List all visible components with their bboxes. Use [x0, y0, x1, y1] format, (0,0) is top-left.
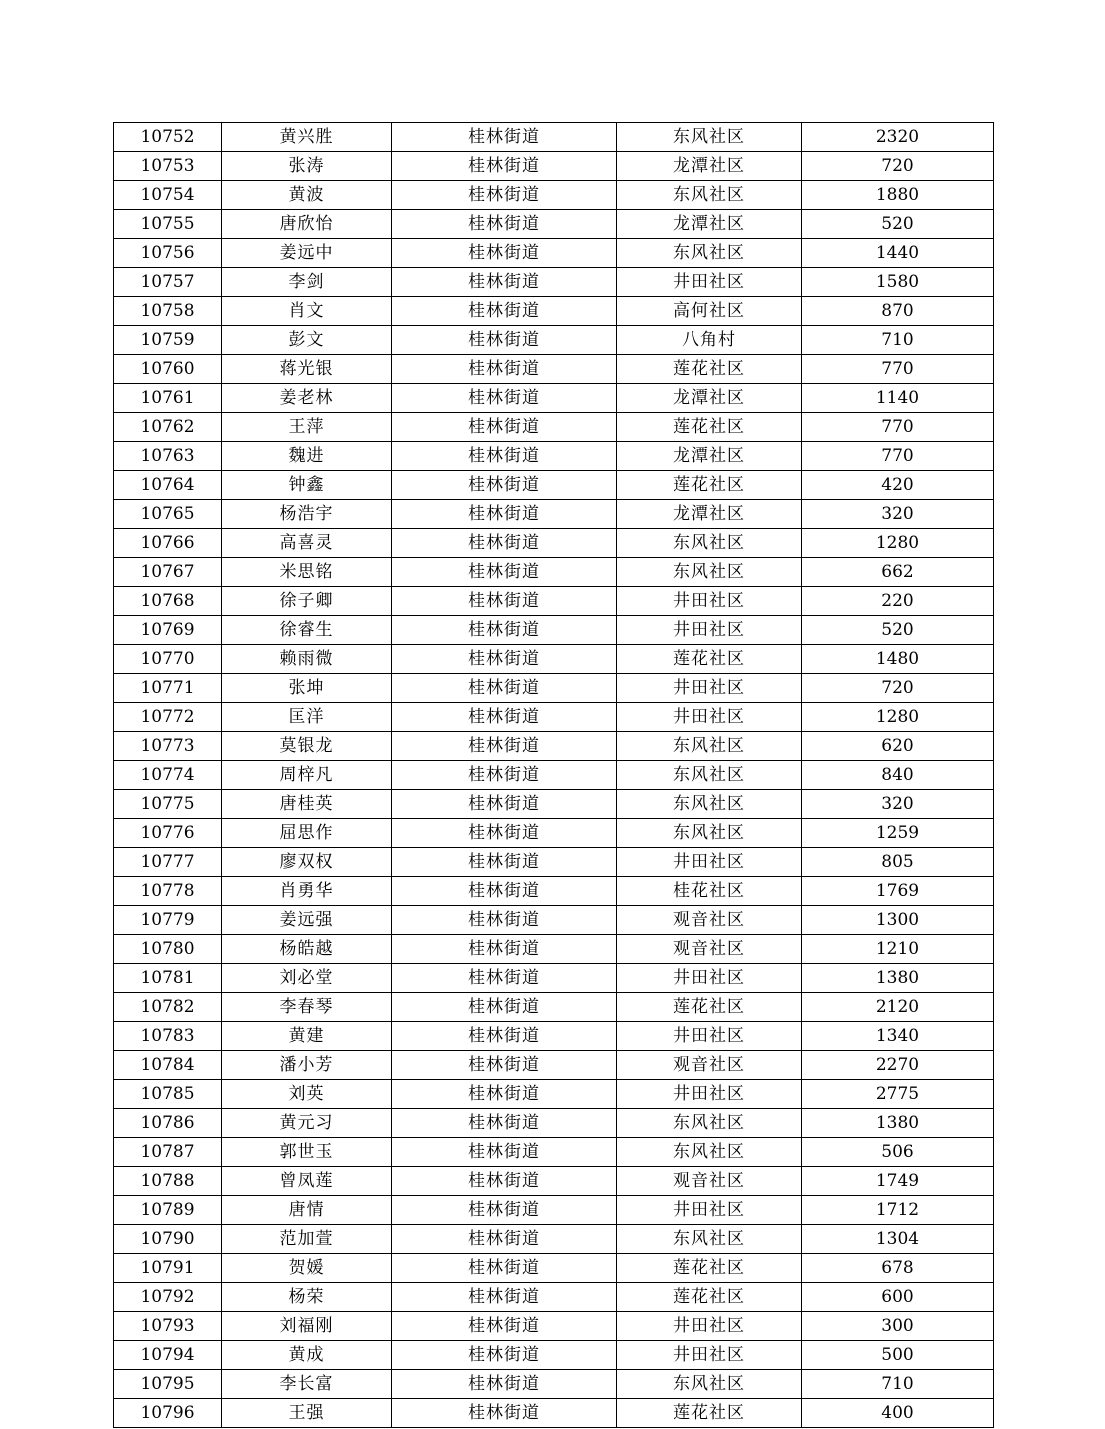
cell-name: 张坤 [222, 674, 392, 703]
cell-community: 东风社区 [617, 558, 802, 587]
data-table-container [113, 122, 993, 1428]
cell-id: 10761 [114, 384, 222, 413]
cell-name: 唐桂英 [222, 790, 392, 819]
cell-id: 10764 [114, 471, 222, 500]
cell-amount: 678 [802, 1254, 994, 1283]
cell-id: 10794 [114, 1341, 222, 1370]
cell-street: 桂林街道 [392, 1051, 617, 1080]
cell-name: 魏进 [222, 442, 392, 471]
cell-amount: 1480 [802, 645, 994, 674]
cell-community: 观音社区 [617, 935, 802, 964]
table-row [114, 674, 994, 703]
cell-name: 蒋光银 [222, 355, 392, 384]
cell-amount: 520 [802, 616, 994, 645]
cell-amount: 1280 [802, 703, 994, 732]
cell-id: 10757 [114, 268, 222, 297]
cell-id: 10753 [114, 152, 222, 181]
cell-street: 桂林街道 [392, 297, 617, 326]
table-row [114, 1312, 994, 1341]
cell-amount: 1749 [802, 1167, 994, 1196]
table-row [114, 1022, 994, 1051]
table-row [114, 1196, 994, 1225]
table-row [114, 384, 994, 413]
cell-community: 井田社区 [617, 1196, 802, 1225]
cell-amount: 1380 [802, 1109, 994, 1138]
cell-street: 桂林街道 [392, 529, 617, 558]
cell-street: 桂林街道 [392, 413, 617, 442]
cell-community: 东风社区 [617, 1109, 802, 1138]
cell-community: 莲花社区 [617, 1399, 802, 1428]
cell-community: 东风社区 [617, 732, 802, 761]
table-row [114, 1167, 994, 1196]
cell-street: 桂林街道 [392, 790, 617, 819]
table-row [114, 935, 994, 964]
cell-community: 观音社区 [617, 906, 802, 935]
cell-community: 高何社区 [617, 297, 802, 326]
cell-id: 10769 [114, 616, 222, 645]
table-row [114, 152, 994, 181]
cell-name: 徐子卿 [222, 587, 392, 616]
cell-id: 10775 [114, 790, 222, 819]
cell-street: 桂林街道 [392, 645, 617, 674]
table-row [114, 616, 994, 645]
cell-id: 10778 [114, 877, 222, 906]
cell-id: 10759 [114, 326, 222, 355]
cell-amount: 770 [802, 442, 994, 471]
cell-name: 米思铭 [222, 558, 392, 587]
cell-amount: 520 [802, 210, 994, 239]
cell-id: 10760 [114, 355, 222, 384]
cell-street: 桂林街道 [392, 616, 617, 645]
cell-community: 井田社区 [617, 268, 802, 297]
cell-street: 桂林街道 [392, 210, 617, 239]
table-row [114, 1225, 994, 1254]
cell-street: 桂林街道 [392, 819, 617, 848]
cell-street: 桂林街道 [392, 355, 617, 384]
cell-id: 10786 [114, 1109, 222, 1138]
cell-community: 八角村 [617, 326, 802, 355]
cell-street: 桂林街道 [392, 1283, 617, 1312]
cell-name: 黄建 [222, 1022, 392, 1051]
cell-street: 桂林街道 [392, 1225, 617, 1254]
table-row [114, 326, 994, 355]
cell-name: 赖雨微 [222, 645, 392, 674]
cell-id: 10785 [114, 1080, 222, 1109]
cell-community: 东风社区 [617, 1138, 802, 1167]
cell-id: 10771 [114, 674, 222, 703]
cell-community: 龙潭社区 [617, 384, 802, 413]
table-row [114, 761, 994, 790]
table-row [114, 906, 994, 935]
cell-amount: 1440 [802, 239, 994, 268]
cell-name: 张涛 [222, 152, 392, 181]
table-row [114, 1283, 994, 1312]
cell-community: 井田社区 [617, 964, 802, 993]
cell-amount: 220 [802, 587, 994, 616]
cell-amount: 500 [802, 1341, 994, 1370]
table-row [114, 181, 994, 210]
cell-name: 郭世玉 [222, 1138, 392, 1167]
cell-name: 黄兴胜 [222, 123, 392, 152]
cell-name: 杨荣 [222, 1283, 392, 1312]
table-row [114, 1138, 994, 1167]
cell-community: 观音社区 [617, 1167, 802, 1196]
cell-amount: 870 [802, 297, 994, 326]
cell-community: 东风社区 [617, 761, 802, 790]
cell-street: 桂林街道 [392, 761, 617, 790]
cell-amount: 840 [802, 761, 994, 790]
cell-street: 桂林街道 [392, 326, 617, 355]
cell-name: 周梓凡 [222, 761, 392, 790]
cell-name: 匡洋 [222, 703, 392, 732]
cell-amount: 1769 [802, 877, 994, 906]
table-row [114, 1051, 994, 1080]
cell-street: 桂林街道 [392, 239, 617, 268]
cell-street: 桂林街道 [392, 1022, 617, 1051]
cell-name: 刘英 [222, 1080, 392, 1109]
cell-street: 桂林街道 [392, 906, 617, 935]
cell-street: 桂林街道 [392, 384, 617, 413]
cell-name: 王强 [222, 1399, 392, 1428]
cell-name: 黄元习 [222, 1109, 392, 1138]
cell-community: 井田社区 [617, 1022, 802, 1051]
cell-street: 桂林街道 [392, 674, 617, 703]
cell-street: 桂林街道 [392, 587, 617, 616]
cell-amount: 1380 [802, 964, 994, 993]
cell-street: 桂林街道 [392, 1080, 617, 1109]
cell-amount: 1259 [802, 819, 994, 848]
cell-street: 桂林街道 [392, 964, 617, 993]
cell-community: 龙潭社区 [617, 210, 802, 239]
cell-community: 莲花社区 [617, 355, 802, 384]
cell-amount: 1580 [802, 268, 994, 297]
table-row [114, 413, 994, 442]
table-row [114, 355, 994, 384]
cell-id: 10770 [114, 645, 222, 674]
cell-id: 10784 [114, 1051, 222, 1080]
cell-amount: 1140 [802, 384, 994, 413]
cell-id: 10755 [114, 210, 222, 239]
cell-community: 龙潭社区 [617, 500, 802, 529]
cell-street: 桂林街道 [392, 442, 617, 471]
cell-name: 李长富 [222, 1370, 392, 1399]
cell-street: 桂林街道 [392, 558, 617, 587]
cell-name: 唐情 [222, 1196, 392, 1225]
cell-amount: 805 [802, 848, 994, 877]
table-row [114, 529, 994, 558]
cell-name: 彭文 [222, 326, 392, 355]
cell-community: 井田社区 [617, 587, 802, 616]
cell-id: 10774 [114, 761, 222, 790]
cell-amount: 720 [802, 152, 994, 181]
table-row [114, 558, 994, 587]
cell-community: 东风社区 [617, 1370, 802, 1399]
table-row [114, 1341, 994, 1370]
cell-amount: 506 [802, 1138, 994, 1167]
cell-amount: 300 [802, 1312, 994, 1341]
cell-community: 井田社区 [617, 703, 802, 732]
table-row [114, 964, 994, 993]
cell-name: 黄波 [222, 181, 392, 210]
cell-name: 李春琴 [222, 993, 392, 1022]
cell-community: 莲花社区 [617, 1283, 802, 1312]
cell-community: 龙潭社区 [617, 152, 802, 181]
table-row [114, 268, 994, 297]
cell-street: 桂林街道 [392, 732, 617, 761]
cell-id: 10766 [114, 529, 222, 558]
table-row [114, 993, 994, 1022]
cell-community: 观音社区 [617, 1051, 802, 1080]
cell-name: 曾凤莲 [222, 1167, 392, 1196]
cell-community: 莲花社区 [617, 993, 802, 1022]
cell-name: 刘福刚 [222, 1312, 392, 1341]
cell-id: 10768 [114, 587, 222, 616]
table-row [114, 1109, 994, 1138]
cell-amount: 710 [802, 1370, 994, 1399]
cell-name: 潘小芳 [222, 1051, 392, 1080]
cell-id: 10796 [114, 1399, 222, 1428]
cell-street: 桂林街道 [392, 1196, 617, 1225]
cell-street: 桂林街道 [392, 877, 617, 906]
cell-amount: 320 [802, 500, 994, 529]
table-row [114, 703, 994, 732]
cell-id: 10776 [114, 819, 222, 848]
cell-amount: 720 [802, 674, 994, 703]
cell-id: 10763 [114, 442, 222, 471]
cell-id: 10793 [114, 1312, 222, 1341]
cell-name: 徐睿生 [222, 616, 392, 645]
cell-community: 莲花社区 [617, 413, 802, 442]
table-row [114, 645, 994, 674]
cell-community: 井田社区 [617, 848, 802, 877]
cell-id: 10772 [114, 703, 222, 732]
cell-amount: 1300 [802, 906, 994, 935]
cell-street: 桂林街道 [392, 471, 617, 500]
table-row [114, 500, 994, 529]
cell-amount: 600 [802, 1283, 994, 1312]
table-row [114, 587, 994, 616]
cell-id: 10758 [114, 297, 222, 326]
table-row [114, 1254, 994, 1283]
cell-amount: 320 [802, 790, 994, 819]
cell-id: 10787 [114, 1138, 222, 1167]
cell-id: 10777 [114, 848, 222, 877]
cell-amount: 770 [802, 355, 994, 384]
cell-name: 范加萱 [222, 1225, 392, 1254]
cell-id: 10779 [114, 906, 222, 935]
cell-amount: 1210 [802, 935, 994, 964]
cell-id: 10783 [114, 1022, 222, 1051]
cell-amount: 1280 [802, 529, 994, 558]
cell-name: 杨皓越 [222, 935, 392, 964]
table-row [114, 1399, 994, 1428]
cell-amount: 2320 [802, 123, 994, 152]
cell-id: 10781 [114, 964, 222, 993]
cell-street: 桂林街道 [392, 848, 617, 877]
cell-amount: 1712 [802, 1196, 994, 1225]
cell-street: 桂林街道 [392, 181, 617, 210]
cell-amount: 662 [802, 558, 994, 587]
cell-amount: 620 [802, 732, 994, 761]
cell-amount: 420 [802, 471, 994, 500]
cell-name: 刘必堂 [222, 964, 392, 993]
cell-id: 10773 [114, 732, 222, 761]
cell-id: 10762 [114, 413, 222, 442]
cell-amount: 2775 [802, 1080, 994, 1109]
cell-amount: 1340 [802, 1022, 994, 1051]
cell-amount: 770 [802, 413, 994, 442]
cell-amount: 400 [802, 1399, 994, 1428]
cell-id: 10767 [114, 558, 222, 587]
cell-street: 桂林街道 [392, 1254, 617, 1283]
cell-community: 东风社区 [617, 819, 802, 848]
table-row [114, 1080, 994, 1109]
table-row [114, 442, 994, 471]
cell-street: 桂林街道 [392, 1399, 617, 1428]
cell-community: 东风社区 [617, 239, 802, 268]
cell-street: 桂林街道 [392, 152, 617, 181]
cell-street: 桂林街道 [392, 935, 617, 964]
table-row [114, 210, 994, 239]
cell-id: 10752 [114, 123, 222, 152]
cell-street: 桂林街道 [392, 268, 617, 297]
cell-name: 肖勇华 [222, 877, 392, 906]
table-row [114, 877, 994, 906]
table-row [114, 819, 994, 848]
cell-name: 高喜灵 [222, 529, 392, 558]
cell-id: 10788 [114, 1167, 222, 1196]
cell-community: 莲花社区 [617, 471, 802, 500]
cell-name: 黄成 [222, 1341, 392, 1370]
cell-amount: 2270 [802, 1051, 994, 1080]
cell-name: 王萍 [222, 413, 392, 442]
cell-name: 贺媛 [222, 1254, 392, 1283]
cell-name: 钟鑫 [222, 471, 392, 500]
cell-community: 井田社区 [617, 1080, 802, 1109]
table-row [114, 297, 994, 326]
table-row [114, 790, 994, 819]
cell-amount: 710 [802, 326, 994, 355]
cell-amount: 1304 [802, 1225, 994, 1254]
cell-name: 姜老林 [222, 384, 392, 413]
cell-street: 桂林街道 [392, 500, 617, 529]
cell-community: 井田社区 [617, 616, 802, 645]
cell-id: 10792 [114, 1283, 222, 1312]
cell-id: 10791 [114, 1254, 222, 1283]
cell-community: 井田社区 [617, 1312, 802, 1341]
cell-name: 廖双权 [222, 848, 392, 877]
cell-community: 井田社区 [617, 1341, 802, 1370]
cell-id: 10780 [114, 935, 222, 964]
table-row [114, 239, 994, 268]
table-body [114, 123, 994, 1428]
table-row [114, 123, 994, 152]
cell-name: 屈思作 [222, 819, 392, 848]
cell-name: 唐欣怡 [222, 210, 392, 239]
table-row [114, 732, 994, 761]
cell-id: 10795 [114, 1370, 222, 1399]
cell-id: 10754 [114, 181, 222, 210]
table-row [114, 1370, 994, 1399]
cell-community: 龙潭社区 [617, 442, 802, 471]
cell-community: 东风社区 [617, 123, 802, 152]
cell-id: 10765 [114, 500, 222, 529]
cell-street: 桂林街道 [392, 993, 617, 1022]
cell-street: 桂林街道 [392, 1370, 617, 1399]
cell-street: 桂林街道 [392, 1312, 617, 1341]
cell-name: 杨浩宇 [222, 500, 392, 529]
cell-street: 桂林街道 [392, 703, 617, 732]
cell-community: 东风社区 [617, 181, 802, 210]
cell-street: 桂林街道 [392, 1109, 617, 1138]
cell-community: 井田社区 [617, 674, 802, 703]
table-row [114, 848, 994, 877]
table-row [114, 471, 994, 500]
cell-name: 莫银龙 [222, 732, 392, 761]
cell-street: 桂林街道 [392, 123, 617, 152]
cell-street: 桂林街道 [392, 1167, 617, 1196]
cell-name: 姜远强 [222, 906, 392, 935]
cell-community: 东风社区 [617, 529, 802, 558]
records-table [113, 122, 994, 1428]
cell-community: 莲花社区 [617, 645, 802, 674]
cell-id: 10782 [114, 993, 222, 1022]
cell-community: 东风社区 [617, 790, 802, 819]
cell-street: 桂林街道 [392, 1341, 617, 1370]
cell-amount: 1880 [802, 181, 994, 210]
cell-name: 肖文 [222, 297, 392, 326]
cell-id: 10789 [114, 1196, 222, 1225]
cell-community: 桂花社区 [617, 877, 802, 906]
cell-community: 东风社区 [617, 1225, 802, 1254]
cell-community: 莲花社区 [617, 1254, 802, 1283]
cell-name: 姜远中 [222, 239, 392, 268]
cell-name: 李剑 [222, 268, 392, 297]
cell-amount: 2120 [802, 993, 994, 1022]
cell-id: 10756 [114, 239, 222, 268]
cell-street: 桂林街道 [392, 1138, 617, 1167]
cell-id: 10790 [114, 1225, 222, 1254]
